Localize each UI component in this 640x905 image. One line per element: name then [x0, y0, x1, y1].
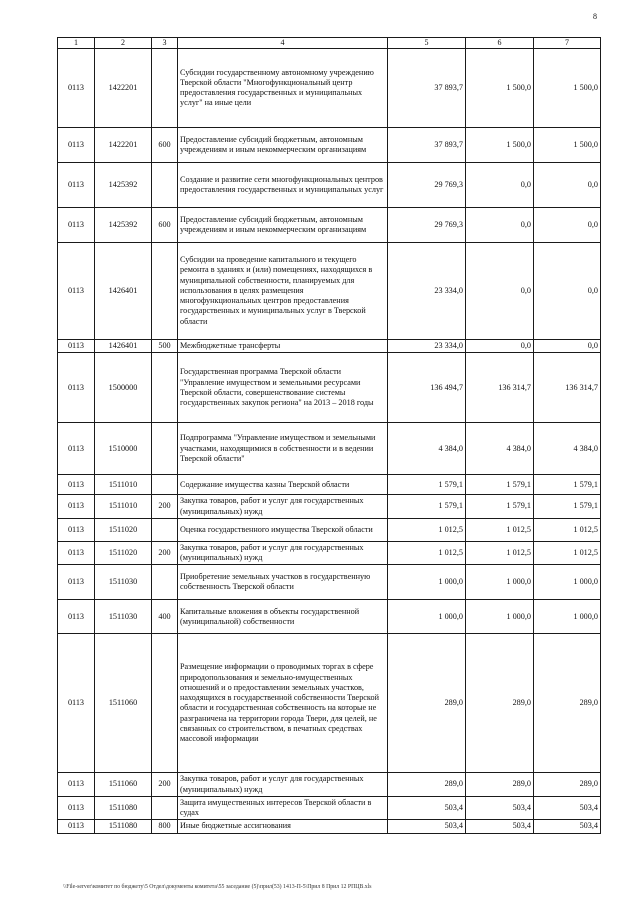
cell-amount-col6: 1 579,1 [466, 475, 534, 495]
header-row [58, 38, 601, 49]
cell-description: Предоставление субсидий бюджетным, автономным учреждениям и иным некоммерческим организациям [178, 208, 388, 243]
cell-description: Оценка государственного имущества Тверской области [178, 518, 388, 541]
table-row [58, 600, 601, 634]
table-row [58, 634, 601, 773]
table-row [58, 495, 601, 519]
cell-amount-col7: 1 500,0 [534, 49, 601, 128]
cell-amount-col7: 0,0 [534, 243, 601, 340]
cell-amount-col6: 1 500,0 [466, 49, 534, 128]
cell-expense-type: 600 [152, 128, 178, 163]
cell-amount-col7: 4 384,0 [534, 423, 601, 475]
cell-code: 0113 [58, 565, 95, 600]
file-path-footer: \\File-server\комитет по бюджету\5 Отдел\документы комитета\55 заседание (5)\прил(53) 1413-П-5\Прил 8 Прил 12 РПЦВ.xls [63, 884, 372, 890]
cell-amount-col7: 1 579,1 [534, 495, 601, 519]
cell-amount-col5: 136 494,7 [388, 353, 466, 423]
table-row [58, 475, 601, 495]
cell-article: 1511060 [95, 634, 152, 773]
cell-expense-type [152, 49, 178, 128]
cell-code: 0113 [58, 634, 95, 773]
cell-article: 1510000 [95, 423, 152, 475]
table-row [58, 353, 601, 423]
cell-amount-col5: 1 579,1 [388, 475, 466, 495]
cell-code: 0113 [58, 423, 95, 475]
cell-amount-col5: 1 000,0 [388, 600, 466, 634]
page-number: 8 [593, 12, 597, 21]
cell-amount-col6: 1 500,0 [466, 128, 534, 163]
cell-description: Закупка товаров, работ и услуг для государственных (муниципальных) нужд [178, 495, 388, 519]
cell-amount-col7: 1 500,0 [534, 128, 601, 163]
cell-article: 1511060 [95, 773, 152, 797]
cell-amount-col7: 1 579,1 [534, 475, 601, 495]
cell-amount-col5: 503,4 [388, 820, 466, 833]
cell-article: 1511080 [95, 796, 152, 820]
header-col-1: 1 [58, 38, 95, 49]
cell-expense-type [152, 796, 178, 820]
cell-amount-col5: 1 579,1 [388, 495, 466, 519]
cell-description: Закупка товаров, работ и услуг для государственных (муниципальных) нужд [178, 773, 388, 797]
cell-description: Капитальные вложения в объекты государственной (муниципальной) собственности [178, 600, 388, 634]
cell-code: 0113 [58, 518, 95, 541]
cell-expense-type [152, 565, 178, 600]
cell-article: 1511020 [95, 541, 152, 565]
cell-expense-type [152, 475, 178, 495]
cell-amount-col5: 289,0 [388, 773, 466, 797]
table-row [58, 340, 601, 353]
cell-amount-col5: 1 012,5 [388, 541, 466, 565]
cell-amount-col7: 289,0 [534, 773, 601, 797]
cell-amount-col6: 1 012,5 [466, 541, 534, 565]
header-col-7: 7 [534, 38, 601, 49]
cell-expense-type [152, 518, 178, 541]
cell-amount-col6: 0,0 [466, 243, 534, 340]
cell-expense-type [152, 243, 178, 340]
cell-code: 0113 [58, 495, 95, 519]
cell-description: Подпрограмма "Управление имуществом и земельными участками, находящимися в собственности и в ведении Тверской области" [178, 423, 388, 475]
cell-amount-col7: 1 000,0 [534, 565, 601, 600]
cell-article: 1511020 [95, 518, 152, 541]
cell-amount-col7: 503,4 [534, 796, 601, 820]
cell-article: 1422201 [95, 128, 152, 163]
cell-amount-col6: 289,0 [466, 634, 534, 773]
cell-description: Закупка товаров, работ и услуг для государственных (муниципальных) нужд [178, 541, 388, 565]
cell-code: 0113 [58, 475, 95, 495]
cell-amount-col6: 136 314,7 [466, 353, 534, 423]
cell-code: 0113 [58, 600, 95, 634]
budget-table [57, 37, 601, 834]
cell-expense-type [152, 353, 178, 423]
cell-article: 1500000 [95, 353, 152, 423]
cell-description: Приобретение земельных участков в государственную собственность Тверской области [178, 565, 388, 600]
cell-expense-type: 600 [152, 208, 178, 243]
table-row [58, 163, 601, 208]
cell-amount-col7: 1 000,0 [534, 600, 601, 634]
cell-expense-type: 400 [152, 600, 178, 634]
cell-code: 0113 [58, 49, 95, 128]
cell-amount-col6: 289,0 [466, 773, 534, 797]
cell-code: 0113 [58, 163, 95, 208]
cell-amount-col6: 503,4 [466, 820, 534, 833]
cell-amount-col5: 503,4 [388, 796, 466, 820]
cell-expense-type [152, 423, 178, 475]
cell-amount-col5: 29 769,3 [388, 163, 466, 208]
table-row [58, 820, 601, 833]
table-row [58, 541, 601, 565]
cell-amount-col6: 503,4 [466, 796, 534, 820]
cell-expense-type: 200 [152, 773, 178, 797]
cell-amount-col6: 4 384,0 [466, 423, 534, 475]
cell-amount-col7: 1 012,5 [534, 518, 601, 541]
cell-amount-col5: 289,0 [388, 634, 466, 773]
cell-expense-type [152, 634, 178, 773]
table-row [58, 243, 601, 340]
cell-description: Государственная программа Тверской области "Управление имуществом и земельными ресурсами Тверской области, совершенствование системы государственных закупок региона" на 2013 – 2018 годы [178, 353, 388, 423]
cell-code: 0113 [58, 208, 95, 243]
cell-amount-col6: 0,0 [466, 208, 534, 243]
cell-amount-col5: 29 769,3 [388, 208, 466, 243]
cell-description: Иные бюджетные ассигнования [178, 820, 388, 833]
cell-description: Создание и развитие сети многофункциональных центров предоставления государственных и муниципальных услуг [178, 163, 388, 208]
cell-amount-col7: 0,0 [534, 340, 601, 353]
cell-amount-col6: 0,0 [466, 163, 534, 208]
table-row [58, 565, 601, 600]
cell-amount-col5: 37 893,7 [388, 49, 466, 128]
cell-article: 1511030 [95, 600, 152, 634]
cell-code: 0113 [58, 340, 95, 353]
cell-code: 0113 [58, 820, 95, 833]
header-col-5: 5 [388, 38, 466, 49]
cell-amount-col5: 1 000,0 [388, 565, 466, 600]
cell-expense-type: 200 [152, 495, 178, 519]
cell-article: 1425392 [95, 208, 152, 243]
cell-code: 0113 [58, 353, 95, 423]
cell-amount-col6: 1 000,0 [466, 565, 534, 600]
cell-description: Защита имущественных интересов Тверской области в судах [178, 796, 388, 820]
cell-description: Предоставление субсидий бюджетным, автономным учреждениям и иным некоммерческим организациям [178, 128, 388, 163]
cell-amount-col6: 1 000,0 [466, 600, 534, 634]
cell-amount-col7: 1 012,5 [534, 541, 601, 565]
cell-amount-col7: 503,4 [534, 820, 601, 833]
cell-code: 0113 [58, 796, 95, 820]
cell-expense-type: 800 [152, 820, 178, 833]
cell-description: Субсидии на проведение капитального и текущего ремонта в зданиях и (или) помещениях, находящихся в муниципальной собственности, планируемых для использования в целях размещения многофункциональных центров предоставления государственных и муниципальных услуг в Тверской области [178, 243, 388, 340]
cell-code: 0113 [58, 243, 95, 340]
cell-amount-col5: 1 012,5 [388, 518, 466, 541]
table-row [58, 208, 601, 243]
cell-amount-col6: 0,0 [466, 340, 534, 353]
header-col-6: 6 [466, 38, 534, 49]
table-row [58, 518, 601, 541]
table-row [58, 773, 601, 797]
cell-amount-col7: 0,0 [534, 208, 601, 243]
cell-article: 1426401 [95, 340, 152, 353]
cell-description: Субсидии государственному автономному учреждению Тверской области "Многофункциональный центр предоставления государственных и муниципальных услуг" на иные цели [178, 49, 388, 128]
table-row [58, 796, 601, 820]
table-row [58, 49, 601, 128]
header-col-2: 2 [95, 38, 152, 49]
cell-amount-col7: 136 314,7 [534, 353, 601, 423]
cell-article: 1425392 [95, 163, 152, 208]
cell-amount-col5: 4 384,0 [388, 423, 466, 475]
cell-amount-col7: 289,0 [534, 634, 601, 773]
cell-amount-col5: 37 893,7 [388, 128, 466, 163]
cell-amount-col7: 0,0 [534, 163, 601, 208]
cell-code: 0113 [58, 128, 95, 163]
cell-article: 1511010 [95, 495, 152, 519]
cell-description: Содержание имущества казны Тверской области [178, 475, 388, 495]
cell-article: 1422201 [95, 49, 152, 128]
cell-expense-type [152, 163, 178, 208]
cell-code: 0113 [58, 541, 95, 565]
cell-expense-type: 500 [152, 340, 178, 353]
table-row [58, 423, 601, 475]
header-col-4: 4 [178, 38, 388, 49]
cell-description: Межбюджетные трансферты [178, 340, 388, 353]
cell-expense-type: 200 [152, 541, 178, 565]
cell-article: 1511010 [95, 475, 152, 495]
cell-amount-col6: 1 579,1 [466, 495, 534, 519]
header-col-3: 3 [152, 38, 178, 49]
cell-article: 1511030 [95, 565, 152, 600]
cell-code: 0113 [58, 773, 95, 797]
table-row [58, 128, 601, 163]
cell-article: 1426401 [95, 243, 152, 340]
cell-description: Размещение информации о проводимых торгах в сфере природопользования и земельно-имущественных отношений и о предоставлении земельных участков, находящихся в государственной собственности Тверской области и государственная собственность на которые не разграничена на территории города Твери, для целей, не связанных со строительством, в печатных средствах массовой информации [178, 634, 388, 773]
cell-amount-col5: 23 334,0 [388, 340, 466, 353]
cell-amount-col6: 1 012,5 [466, 518, 534, 541]
cell-amount-col5: 23 334,0 [388, 243, 466, 340]
cell-article: 1511080 [95, 820, 152, 833]
